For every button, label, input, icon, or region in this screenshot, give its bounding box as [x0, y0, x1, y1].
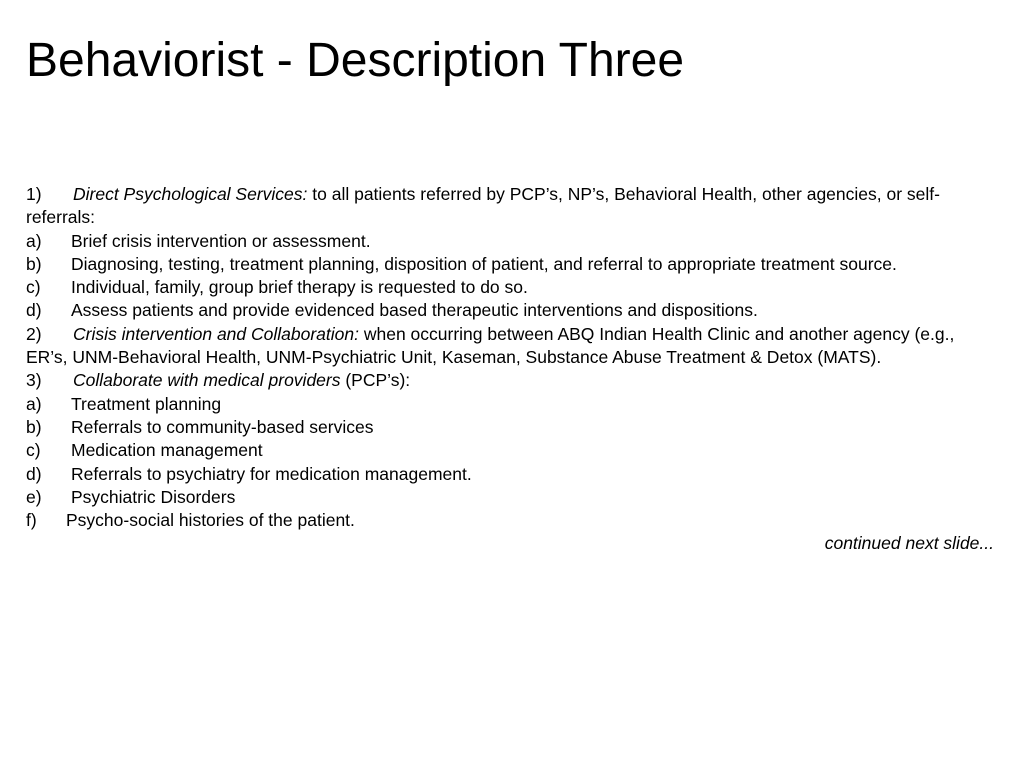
list-item [26, 393, 996, 416]
list-item [26, 509, 996, 532]
list-item [26, 299, 996, 322]
item-marker: c) [26, 277, 41, 298]
section-3 [26, 369, 996, 392]
list-item [26, 416, 996, 439]
list-item [26, 276, 996, 299]
item-text: Assess patients and provide evidenced based therapeutic interventions and dispositions. [71, 300, 758, 321]
item-text: Psycho-social histories of the patient. [66, 510, 355, 531]
list-item [26, 253, 996, 276]
item-text: Brief crisis intervention or assessment. [71, 230, 371, 251]
section-1 [26, 183, 996, 230]
item-text: when occurring between ABQ Indian Health Clinic and another agency (e.g., ER’s, UNM-Behavioral Health, UNM-Psychiatric Unit, Kaseman, Substance Abuse Treatment & Detox (MATS). [26, 323, 955, 368]
item-marker: 2) [26, 323, 42, 344]
item-text: Psychiatric Disorders [71, 486, 236, 507]
item-text: Diagnosing, testing, treatment planning, disposition of patient, and referral to appropriate treatment source. [71, 253, 897, 274]
item-marker: d) [26, 463, 42, 484]
item-text: Medication management [71, 440, 263, 461]
item-marker: d) [26, 300, 42, 321]
item-marker: f) [26, 510, 37, 531]
item-text: (PCP’s): [340, 370, 411, 391]
list-item [26, 486, 996, 509]
item-marker: b) [26, 253, 42, 274]
item-marker: a) [26, 393, 42, 414]
list-item [26, 463, 996, 486]
item-text: to all patients referred by PCP’s, NP’s, Behavioral Health, other agencies, or self-referrals: [26, 184, 940, 228]
item-text: Referrals to community-based services [71, 416, 374, 437]
slide-body [26, 183, 996, 556]
slide-title: Behaviorist - Description Three [26, 34, 685, 87]
item-heading: Collaborate with medical providers [73, 370, 341, 391]
item-marker: 3) [26, 370, 42, 391]
item-text: Referrals to psychiatry for medication management. [71, 463, 472, 484]
section-2 [26, 323, 996, 370]
list-item [26, 439, 996, 462]
item-text: Treatment planning [71, 393, 222, 414]
continued-note: continued next slide... [824, 533, 994, 554]
item-marker: e) [26, 486, 42, 507]
list-item [26, 230, 996, 253]
item-marker: c) [26, 440, 41, 461]
item-marker: b) [26, 416, 42, 437]
item-heading: Crisis intervention and Collaboration: [73, 323, 359, 344]
item-marker: 1) [26, 184, 42, 204]
item-marker: a) [26, 230, 42, 251]
item-text: Individual, family, group brief therapy is requested to do so. [71, 277, 528, 298]
item-heading: Direct Psychological Services: [73, 184, 308, 204]
